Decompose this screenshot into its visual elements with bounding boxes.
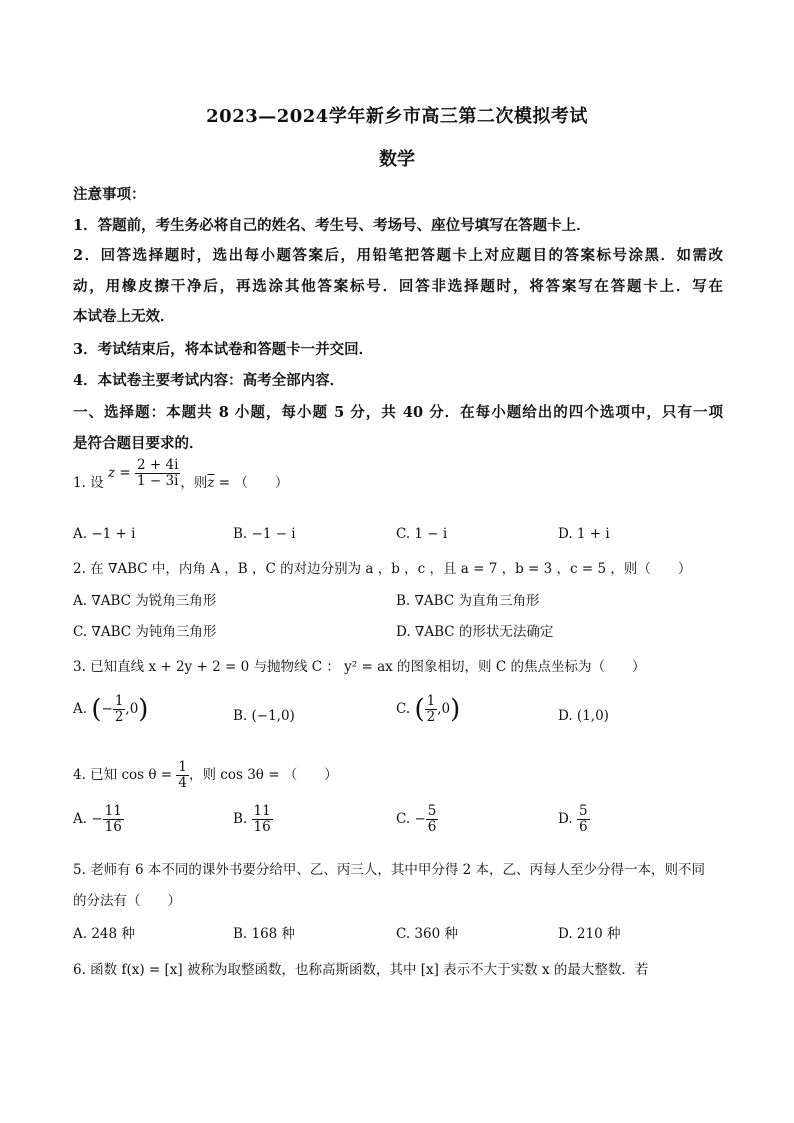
q4-b-numerator: 11 — [253, 803, 271, 819]
q4-option-a — [73, 804, 124, 835]
q1-option-b: B. −1 − i — [233, 526, 296, 542]
q4-option-d — [558, 804, 590, 835]
q4-a-sign: − — [91, 811, 103, 827]
q4-d-numerator: 5 — [578, 803, 588, 819]
q2-option-c: C. ∇ABC 为钝角三角形 — [73, 624, 217, 640]
q1-eq: = — [115, 465, 135, 481]
q4-prefix: 4. 已知 cos θ = — [73, 767, 177, 783]
q4-numerator: 1 — [178, 759, 187, 775]
q4-option-b — [233, 804, 273, 835]
q3-a-label: A. — [73, 701, 88, 717]
q1-tail: = （ ） — [214, 475, 289, 491]
q4-d-fraction — [577, 804, 590, 835]
q1-fraction — [135, 458, 180, 489]
q3-option-c — [396, 694, 460, 725]
q4-denominator: 4 — [178, 775, 187, 791]
exam-subject: 数学 — [379, 149, 415, 170]
q4-a-fraction — [103, 804, 124, 835]
q4-fraction — [176, 760, 189, 791]
exam-title: 2023—2024学年新乡市高三第二次模拟考试 — [206, 106, 588, 127]
notice-item-1: 1．答题前，考生务必将自己的姓名、考生号、考场号、座位号填写在答题卡上． — [73, 217, 591, 234]
q2-option-b: B. ∇ABC 为直角三角形 — [396, 593, 540, 609]
notice-item-3: 3．考试结束后，将本试卷和答题卡一并交回． — [73, 341, 374, 358]
q4-b-fraction — [252, 804, 273, 835]
q4-a-label: A. — [73, 811, 88, 827]
question-3: 3. 已知直线 x + 2y + 2 = 0 与抛物线 C ： y² = ax 的图象相切，则 C 的焦点坐标为（ ） — [73, 659, 646, 675]
q3-a-left-paren: ( — [91, 694, 102, 725]
q4-c-sign: − — [414, 811, 426, 827]
notice-item-4: 4．本试卷主要考试内容：高考全部内容． — [73, 372, 345, 389]
q4-b-denominator: 16 — [253, 819, 271, 835]
q3-c-right-paren: ) — [450, 694, 461, 725]
q2-option-a: A. ∇ABC 为锐角三角形 — [73, 593, 217, 609]
q1-option-d: D. 1 + i — [558, 526, 610, 542]
q4-a-denominator: 16 — [104, 819, 122, 835]
q3-c-tail: ,0 — [437, 701, 451, 717]
q3-option-b: B. (−1,0) — [233, 708, 295, 724]
q1-denominator: 1 − 3i — [137, 473, 179, 489]
q1-zbar: $\overline{z}$ — [207, 475, 215, 491]
q4-c-fraction — [426, 804, 439, 835]
q4-d-denominator: 6 — [578, 819, 588, 835]
question-6-line-1: 6. 函数 f(x) = [x] 被称为取整函数，也称高斯函数，其中 [x] 表示不大于实数 x 的最大整数．若 — [73, 962, 649, 978]
question-5-line-2: 的分法有（ ） — [73, 893, 181, 909]
q3-c-fraction — [425, 694, 438, 725]
q5-option-c: C. 360 种 — [396, 926, 458, 942]
question-5-line-1: 5. 老师有 6 本不同的课外书要分给甲、乙、丙三人，其中甲分得 2 本，乙、丙每人至少分得一本，则不同 — [73, 862, 706, 878]
q4-c-numerator: 5 — [427, 803, 437, 819]
notice-heading: 注意事项： — [73, 186, 146, 203]
q3-a-tail: ,0 — [125, 701, 139, 717]
section-1-intro-line-1: 一、选择题：本题共 8 小题，每小题 5 分，共 40 分．在每小题给出的四个选项中，只有一项 — [73, 404, 723, 421]
q3-c-label: C. — [396, 701, 411, 717]
question-1 — [73, 457, 289, 499]
q4-tail: ，则 cos 3θ = （ ） — [189, 767, 338, 783]
q2-option-d: D. ∇ABC 的形状无法确定 — [396, 624, 554, 640]
q3-c-denominator: 2 — [426, 709, 436, 725]
q3-a-fraction — [113, 694, 126, 725]
q3-c-numerator: 1 — [426, 693, 436, 709]
q1-prefix: 1. 设 — [73, 475, 104, 491]
q4-c-label: C. — [396, 811, 411, 827]
q3-a-sign: − — [101, 701, 113, 717]
q1-var: z — [107, 465, 116, 481]
q1-expression — [108, 458, 180, 489]
q3-a-numerator: 1 — [114, 693, 124, 709]
section-1-intro-line-2: 是符合题目要求的． — [73, 435, 204, 452]
notice-item-2-line-2: 动，用橡皮擦干净后，再选涂其他答案标号．回答非选择题时，将答案写在答题卡上．写在 — [73, 278, 723, 295]
q1-mid: ，则 — [180, 475, 208, 491]
q1-option-a: A. −1 + i — [73, 526, 136, 542]
q4-c-denominator: 6 — [427, 819, 437, 835]
question-4 — [73, 760, 338, 791]
q3-a-denominator: 2 — [114, 709, 124, 725]
q1-numerator: 2 + 4i — [137, 457, 179, 473]
q3-option-a — [73, 694, 148, 725]
notice-item-2-line-1: 2．回答选择题时，选出每小题答案后，用铅笔把答题卡上对应题目的答案标号涂黑．如需改 — [73, 247, 723, 264]
q5-option-d: D. 210 种 — [558, 926, 621, 942]
q4-option-c — [396, 804, 438, 835]
q4-a-numerator: 11 — [104, 803, 122, 819]
q4-d-label: D. — [558, 811, 573, 827]
notice-item-2-line-3: 本试卷上无效． — [73, 308, 175, 325]
q5-option-a: A. 248 种 — [73, 926, 135, 942]
q3-option-d: D. (1,0) — [558, 708, 609, 724]
q3-c-left-paren: ( — [414, 694, 425, 725]
q3-a-right-paren: ) — [138, 694, 149, 725]
question-2: 2. 在 ∇ABC 中，内角 A ，B ，C 的对边分别为 a ，b ，c ，且 a = 7 ，b = 3 ，c = 5 ，则（ ） — [73, 561, 692, 577]
q5-option-b: B. 168 种 — [233, 926, 296, 942]
q1-option-c: C. 1 − i — [396, 526, 448, 542]
q4-b-label: B. — [233, 811, 248, 827]
